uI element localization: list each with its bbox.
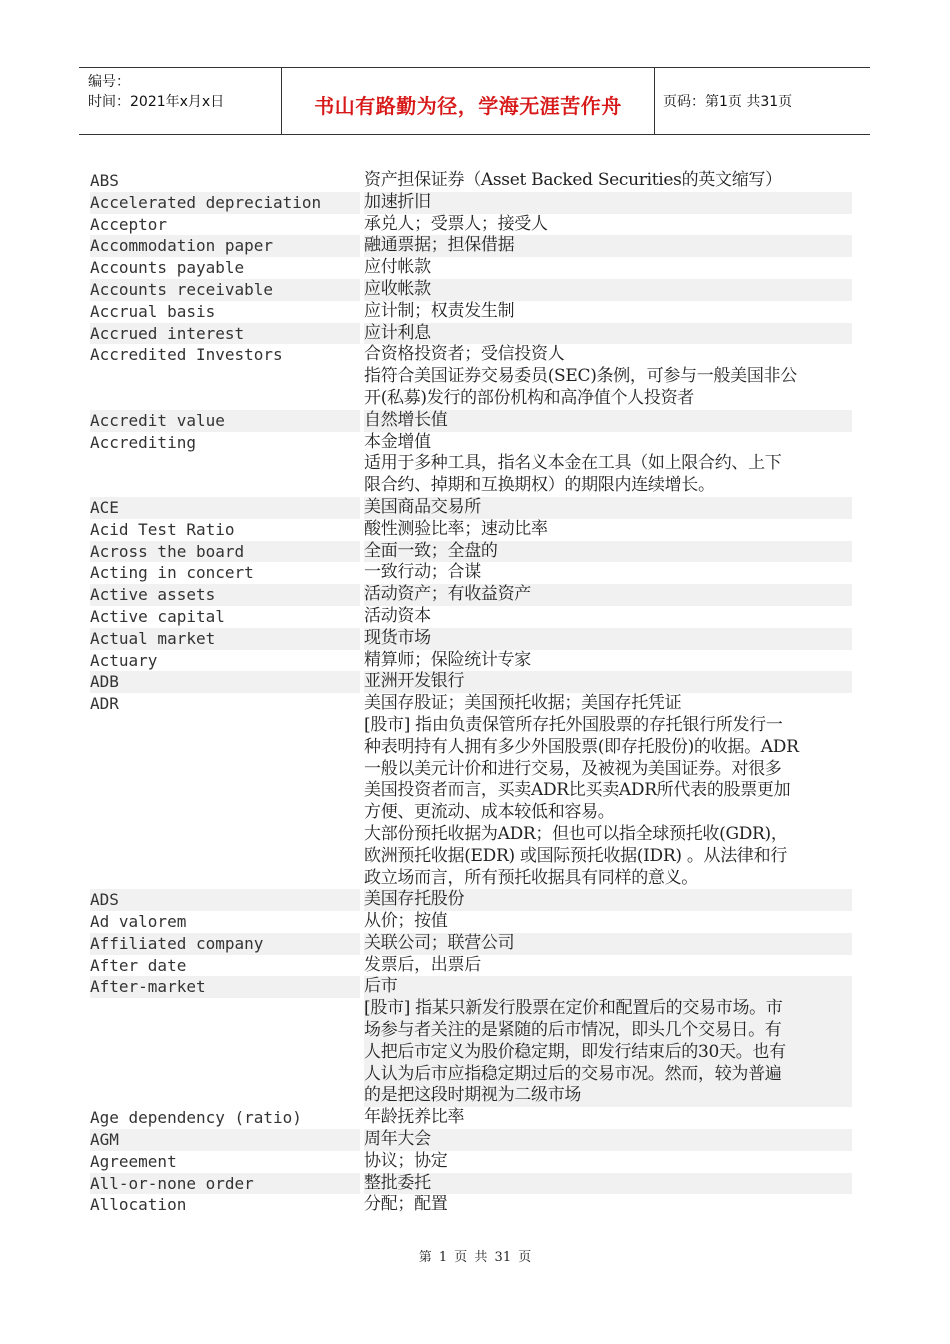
glossary-row (90, 344, 852, 409)
glossary-row (90, 235, 852, 257)
glossary-term: Acting in concert (90, 563, 254, 583)
glossary-row (90, 257, 852, 279)
glossary-row (90, 911, 852, 933)
glossary-definition (364, 279, 852, 301)
definition-line: 亚洲开发银行 (364, 671, 852, 693)
glossary-row (90, 432, 852, 497)
glossary-definition (364, 497, 852, 519)
glossary-term: Accounts receivable (90, 279, 360, 301)
glossary-term: Ad valorem (90, 912, 187, 932)
glossary-term: Accommodation paper (90, 235, 360, 257)
glossary-term: Acid Test Ratio (90, 519, 235, 539)
definition-line: 本金增值 (364, 431, 431, 452)
glossary-row (90, 889, 852, 911)
definition-line: 精算师；保险统计专家 (364, 649, 531, 670)
glossary-definition (364, 933, 852, 955)
definition-line: 美国存托股份 (364, 889, 852, 911)
glossary-definition (364, 693, 852, 889)
definition-line: 活动资本 (364, 605, 431, 626)
glossary-term: Accredit value (90, 410, 360, 432)
glossary-definition (364, 410, 852, 432)
glossary-row (90, 671, 852, 693)
glossary-term: ADB (90, 671, 360, 693)
glossary-row (90, 410, 852, 432)
definition-line: 全面一致；全盘的 (364, 541, 852, 563)
definition-line: 后市 (364, 976, 852, 998)
definition-line: 年龄抚养比率 (364, 1107, 465, 1128)
glossary-term: Allocation (90, 1195, 187, 1215)
glossary-definition (364, 584, 852, 606)
glossary-definition (364, 955, 852, 977)
definition-line: [股市] 指某只新发行股票在定价和配置后的交易市场。市 (364, 998, 852, 1020)
definition-line: 发票后，出票后 (364, 954, 481, 975)
glossary-term: Acceptor (90, 214, 168, 234)
glossary-definition (364, 344, 852, 409)
definition-line: 适用于多种工具，指名义本金在工具（如上限合约、上下 (364, 453, 782, 474)
header-motto: 书山有路勤为径，学海无涯苦作舟 (314, 93, 622, 118)
glossary-definition (364, 628, 852, 650)
definition-line: 大部份预托收据为ADR；但也可以指全球预托收(GDR)， (364, 823, 788, 844)
glossary-term: Across the board (90, 541, 360, 563)
definition-line: 开(私募)发行的部份机构和高净值个人投资者 (364, 387, 694, 408)
glossary-definition (364, 192, 852, 214)
definition-line: 指符合美国证券交易委员(SEC)条例，可参与一般美国非公 (364, 366, 797, 387)
glossary-definition (364, 235, 852, 257)
glossary-row (90, 323, 852, 345)
glossary-term: Accredited Investors (90, 345, 283, 365)
definition-line: 种表明持有人拥有多少外国股票(即存托股份)的收据。ADR (364, 736, 799, 757)
definition-line: 欧洲预托收据(EDR) 或国际预托收据(IDR) 。从法律和行 (364, 845, 788, 866)
glossary-term: Age dependency (ratio) (90, 1108, 302, 1128)
glossary-definition (364, 562, 852, 584)
glossary-row (90, 976, 852, 1107)
glossary-row (90, 1173, 852, 1195)
definition-line: 周年大会 (364, 1129, 852, 1151)
glossary-definition (364, 1194, 852, 1216)
glossary-row (90, 1194, 852, 1216)
definition-line: 应计制；权责发生制 (364, 300, 515, 321)
glossary-row (90, 693, 852, 889)
glossary-term: Accrual basis (90, 301, 216, 321)
glossary-definition (364, 976, 852, 1107)
definition-line: 一致行动；合谋 (364, 562, 481, 583)
definition-line: 关联公司；联营公司 (364, 933, 852, 955)
definition-line: 分配；配置 (364, 1194, 448, 1215)
page-footer (0, 1246, 950, 1265)
definition-line: [股市] 指由负责保管所存托外国股票的存托银行所发行一 (364, 714, 783, 735)
glossary-term: Accelerated depreciation (90, 192, 360, 214)
glossary-definition (364, 911, 852, 933)
definition-line: 合资格投资者；受信投资人 (364, 344, 565, 365)
glossary-row (90, 497, 852, 519)
glossary-term: Accounts payable (90, 258, 245, 278)
glossary-term: ACE (90, 497, 360, 519)
definition-line: 酸性测验比率；速动比率 (364, 518, 548, 539)
glossary-row (90, 628, 852, 650)
definition-line: 政立场而言，所有预托收据具有同样的意义。 (364, 867, 698, 888)
header-motto-cell (282, 68, 655, 134)
glossary-definition (364, 1129, 852, 1151)
definition-line: 资产担保证券（Asset Backed Securities的英文缩写） (364, 170, 782, 190)
definition-line: 方便、更流动、成本较低和容易。 (364, 802, 615, 823)
header-page-cell (655, 68, 870, 134)
glossary-definition (364, 170, 852, 192)
glossary-row (90, 933, 852, 955)
header-meta (79, 68, 282, 134)
glossary-definition (364, 301, 852, 323)
glossary-definition (364, 1173, 852, 1195)
footer-page-number: 第 1 页 共 31 页 (418, 1250, 532, 1265)
glossary-definition (364, 432, 852, 497)
glossary-row (90, 1129, 852, 1151)
document-date-label: 时间：2021年x月x日 (88, 94, 225, 110)
glossary-definition (364, 541, 852, 563)
definition-line: 自然增长值 (364, 410, 852, 432)
definition-line: 承兑人；受票人；接受人 (364, 213, 548, 234)
document-number-label: 编号： (88, 74, 130, 90)
definition-line: 美国投资者而言，买卖ADR比买卖ADR所代表的股票更加 (364, 780, 791, 801)
definition-line: 限合约、掉期和互换期权）的期限内连续增长。 (364, 475, 715, 496)
glossary-term: ADS (90, 889, 360, 911)
glossary-definition (364, 519, 852, 541)
definition-line: 的是把这段时期视为二级市场 (364, 1085, 852, 1107)
glossary-row (90, 1151, 852, 1173)
definition-line: 场参与者关注的是紧随的后市情况，即头几个交易日。有 (364, 1020, 852, 1042)
glossary-row (90, 214, 852, 236)
glossary-row (90, 541, 852, 563)
glossary-row (90, 1107, 852, 1129)
definition-line: 融通票据；担保借据 (364, 235, 852, 257)
glossary-term: All-or-none order (90, 1173, 360, 1195)
definition-line: 协议；协定 (364, 1150, 448, 1171)
definition-line: 活动资产；有收益资产 (364, 584, 852, 606)
glossary-definition (364, 1107, 852, 1129)
definition-line: 人把后市定义为股价稳定期，即发行结束后的30天。也有 (364, 1042, 852, 1064)
glossary-table (90, 170, 852, 1216)
glossary-term: ABS (90, 171, 119, 190)
definition-line: 整批委托 (364, 1173, 852, 1195)
definition-line: 现货市场 (364, 628, 852, 650)
glossary-term: Agreement (90, 1151, 177, 1171)
glossary-row (90, 650, 852, 672)
glossary-term: AGM (90, 1129, 360, 1151)
glossary-definition (364, 257, 852, 279)
glossary-term: Actuary (90, 650, 158, 670)
glossary-definition (364, 889, 852, 911)
definition-line: 应付帐款 (364, 257, 431, 278)
glossary-definition (364, 650, 852, 672)
definition-line: 加速折旧 (364, 192, 852, 214)
glossary-term: ADR (90, 694, 119, 714)
definition-line: 美国存股证；美国预托收据；美国存托凭证 (364, 693, 682, 714)
glossary-row (90, 606, 852, 628)
glossary-definition (364, 323, 852, 345)
glossary-row (90, 279, 852, 301)
glossary-term: Accrued interest (90, 323, 360, 345)
glossary-definition (364, 214, 852, 236)
glossary-row (90, 955, 852, 977)
definition-line: 美国商品交易所 (364, 497, 852, 519)
page-header (79, 67, 870, 135)
glossary-term: Affiliated company (90, 933, 360, 955)
glossary-term: Active capital (90, 606, 225, 626)
glossary-row (90, 519, 852, 541)
glossary-definition (364, 606, 852, 628)
glossary-row (90, 192, 852, 214)
glossary-row (90, 301, 852, 323)
glossary-definition (364, 1151, 852, 1173)
header-page-number: 页码：第1页 共31页 (663, 94, 793, 110)
glossary-term: Accrediting (90, 432, 196, 452)
glossary-row (90, 562, 852, 584)
definition-line: 应计利息 (364, 323, 852, 345)
glossary-definition (364, 671, 852, 693)
glossary-term: Active assets (90, 584, 360, 606)
definition-line: 从价；按值 (364, 911, 448, 932)
glossary-row (90, 170, 852, 192)
glossary-term: After date (90, 955, 187, 975)
definition-line: 人认为后市应指稳定期过后的交易市况。然而，较为普遍 (364, 1064, 852, 1086)
glossary-row (90, 584, 852, 606)
glossary-term: After-market (90, 976, 360, 998)
glossary-term: Actual market (90, 628, 360, 650)
definition-line: 应收帐款 (364, 279, 852, 301)
definition-line: 一般以美元计价和进行交易，及被视为美国证券。对很多 (364, 758, 782, 779)
